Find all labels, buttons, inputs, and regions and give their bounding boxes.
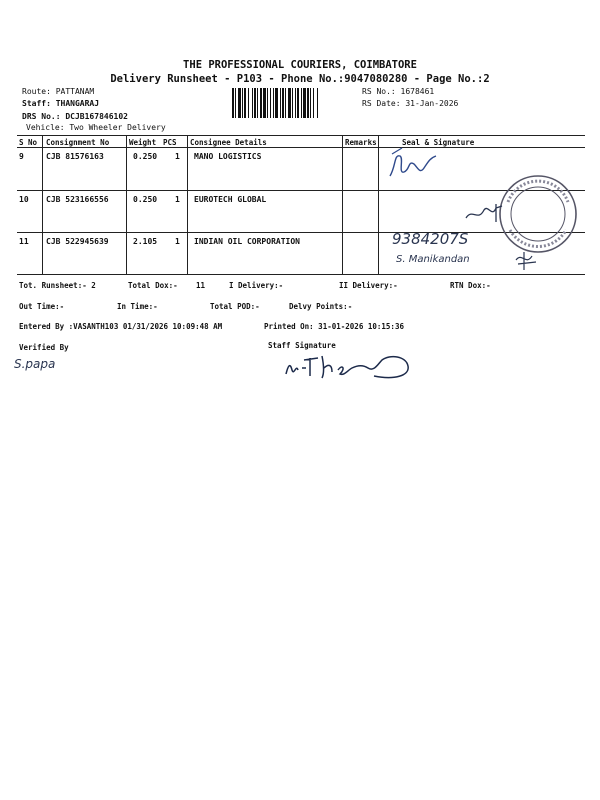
- table-row-pcs: 1: [175, 237, 180, 246]
- signature-scribble: [384, 146, 444, 190]
- barcode-bar: [307, 88, 309, 118]
- staff-label: Staff: THANGARAJ: [22, 99, 100, 108]
- col-header-sno: S No: [19, 138, 38, 147]
- table-row-weight: 0.250: [133, 195, 158, 204]
- barcode-bar: [282, 88, 284, 118]
- table-row-pcs: 1: [175, 152, 180, 161]
- barcode-bar: [317, 88, 318, 118]
- col-header-pcs: PCS: [163, 138, 177, 147]
- table-row-sno: 9: [19, 152, 24, 161]
- col-divider: [378, 135, 379, 274]
- col-header-weight: Weight: [129, 138, 157, 147]
- col-divider: [342, 135, 343, 274]
- table-row-consignment: CJB 522945639: [46, 237, 109, 246]
- table-row-weight: 0.250: [133, 152, 158, 161]
- barcode-bar: [232, 88, 234, 118]
- barcode-bar: [248, 88, 249, 118]
- staff-signature-label: Staff Signature: [268, 341, 336, 350]
- table-header-border: [17, 147, 585, 148]
- signature-scribble: [512, 248, 542, 272]
- printed-on: Printed On: 31-01-2026 10:15:36: [264, 322, 404, 331]
- barcode-bar: [252, 88, 253, 118]
- i-delivery: I Delivery:-: [229, 281, 284, 290]
- handwritten-verifier: S.papa: [14, 357, 56, 371]
- col-divider: [42, 135, 43, 274]
- delvy-points: Delvy Points:-: [289, 302, 353, 311]
- rtn-dox: RTN Dox:-: [450, 281, 491, 290]
- barcode-bar: [273, 88, 274, 118]
- route-label: Route: PATTANAM: [22, 87, 95, 96]
- handwritten-name: S. Manikandan: [396, 254, 470, 265]
- barcode-bar: [254, 88, 256, 118]
- barcode-bar: [270, 88, 271, 118]
- barcode-bar: [285, 88, 286, 118]
- barcode-bar: [238, 88, 241, 118]
- runsheet-subtitle: Delivery Runsheet - P103 - Phone No.:9047080280 - Page No.:2: [110, 73, 490, 85]
- entered-by: Entered By :VASANTH103 01/31/2026 10:09:48 AM: [19, 322, 223, 331]
- barcode-bar: [301, 88, 302, 118]
- total-dox-label: Total Dox:-: [128, 281, 178, 290]
- barcode: [232, 88, 358, 118]
- col-header-consignment: Consignment No: [46, 138, 110, 147]
- ii-delivery: II Delivery:-: [339, 281, 398, 290]
- table-row-pcs: 1: [175, 195, 180, 204]
- barcode-bar: [275, 88, 278, 118]
- barcode-bar: [263, 88, 266, 118]
- drs-label: DRS No.: DCJB167846102: [22, 112, 128, 121]
- col-divider: [126, 135, 127, 274]
- barcode-bar: [313, 88, 314, 118]
- table-row-weight: 2.105: [133, 237, 158, 246]
- vehicle-label: Vehicle: Two Wheeler Delivery: [26, 123, 166, 132]
- rs-number: RS No.: 1678461: [362, 87, 435, 96]
- barcode-bar: [310, 88, 311, 118]
- barcode-bar: [267, 88, 268, 118]
- initials-scribble: [462, 198, 512, 228]
- table-bottom-border: [17, 274, 585, 275]
- barcode-bar: [242, 88, 243, 118]
- company-title: THE PROFESSIONAL COURIERS, COIMBATORE: [183, 59, 417, 71]
- barcode-bar: [297, 88, 299, 118]
- rs-date: RS Date: 31-Jan-2026: [362, 99, 459, 108]
- verified-by-label: Verified By: [19, 343, 69, 352]
- barcode-bar: [292, 88, 293, 118]
- barcode-bar: [295, 88, 296, 118]
- col-divider: [187, 135, 188, 274]
- total-pod: Total POD:-: [210, 302, 260, 311]
- out-time: Out Time:-: [19, 302, 65, 311]
- staff-signature-scribble: [282, 346, 418, 388]
- table-row-consignee: EUROTECH GLOBAL: [194, 195, 267, 204]
- in-time: In Time:-: [117, 302, 158, 311]
- barcode-bar: [257, 88, 258, 118]
- table-row-consignee: MANO LOGISTICS: [194, 152, 262, 161]
- barcode-bar: [303, 88, 306, 118]
- barcode-bar: [244, 88, 246, 118]
- handwritten-phone: 9384207S: [392, 230, 469, 248]
- barcode-bar: [235, 88, 236, 118]
- barcode-bar: [280, 88, 281, 118]
- table-row-consignment: CJB 81576163: [46, 152, 104, 161]
- col-header-consignee: Consignee Details: [190, 138, 267, 147]
- barcode-bar: [288, 88, 291, 118]
- total-dox-value: 11: [196, 281, 206, 290]
- table-row-sno: 10: [19, 195, 29, 204]
- tot-runsheet: Tot. Runsheet:- 2: [19, 281, 96, 290]
- table-row-consignment: CJB 523166556: [46, 195, 109, 204]
- table-row-sno: 11: [19, 237, 29, 246]
- table-top-border: [17, 135, 585, 136]
- col-header-seal: Seal & Signature: [402, 138, 475, 147]
- col-header-remarks: Remarks: [345, 138, 377, 147]
- table-row-consignee: INDIAN OIL CORPORATION: [194, 237, 300, 246]
- barcode-bar: [260, 88, 262, 118]
